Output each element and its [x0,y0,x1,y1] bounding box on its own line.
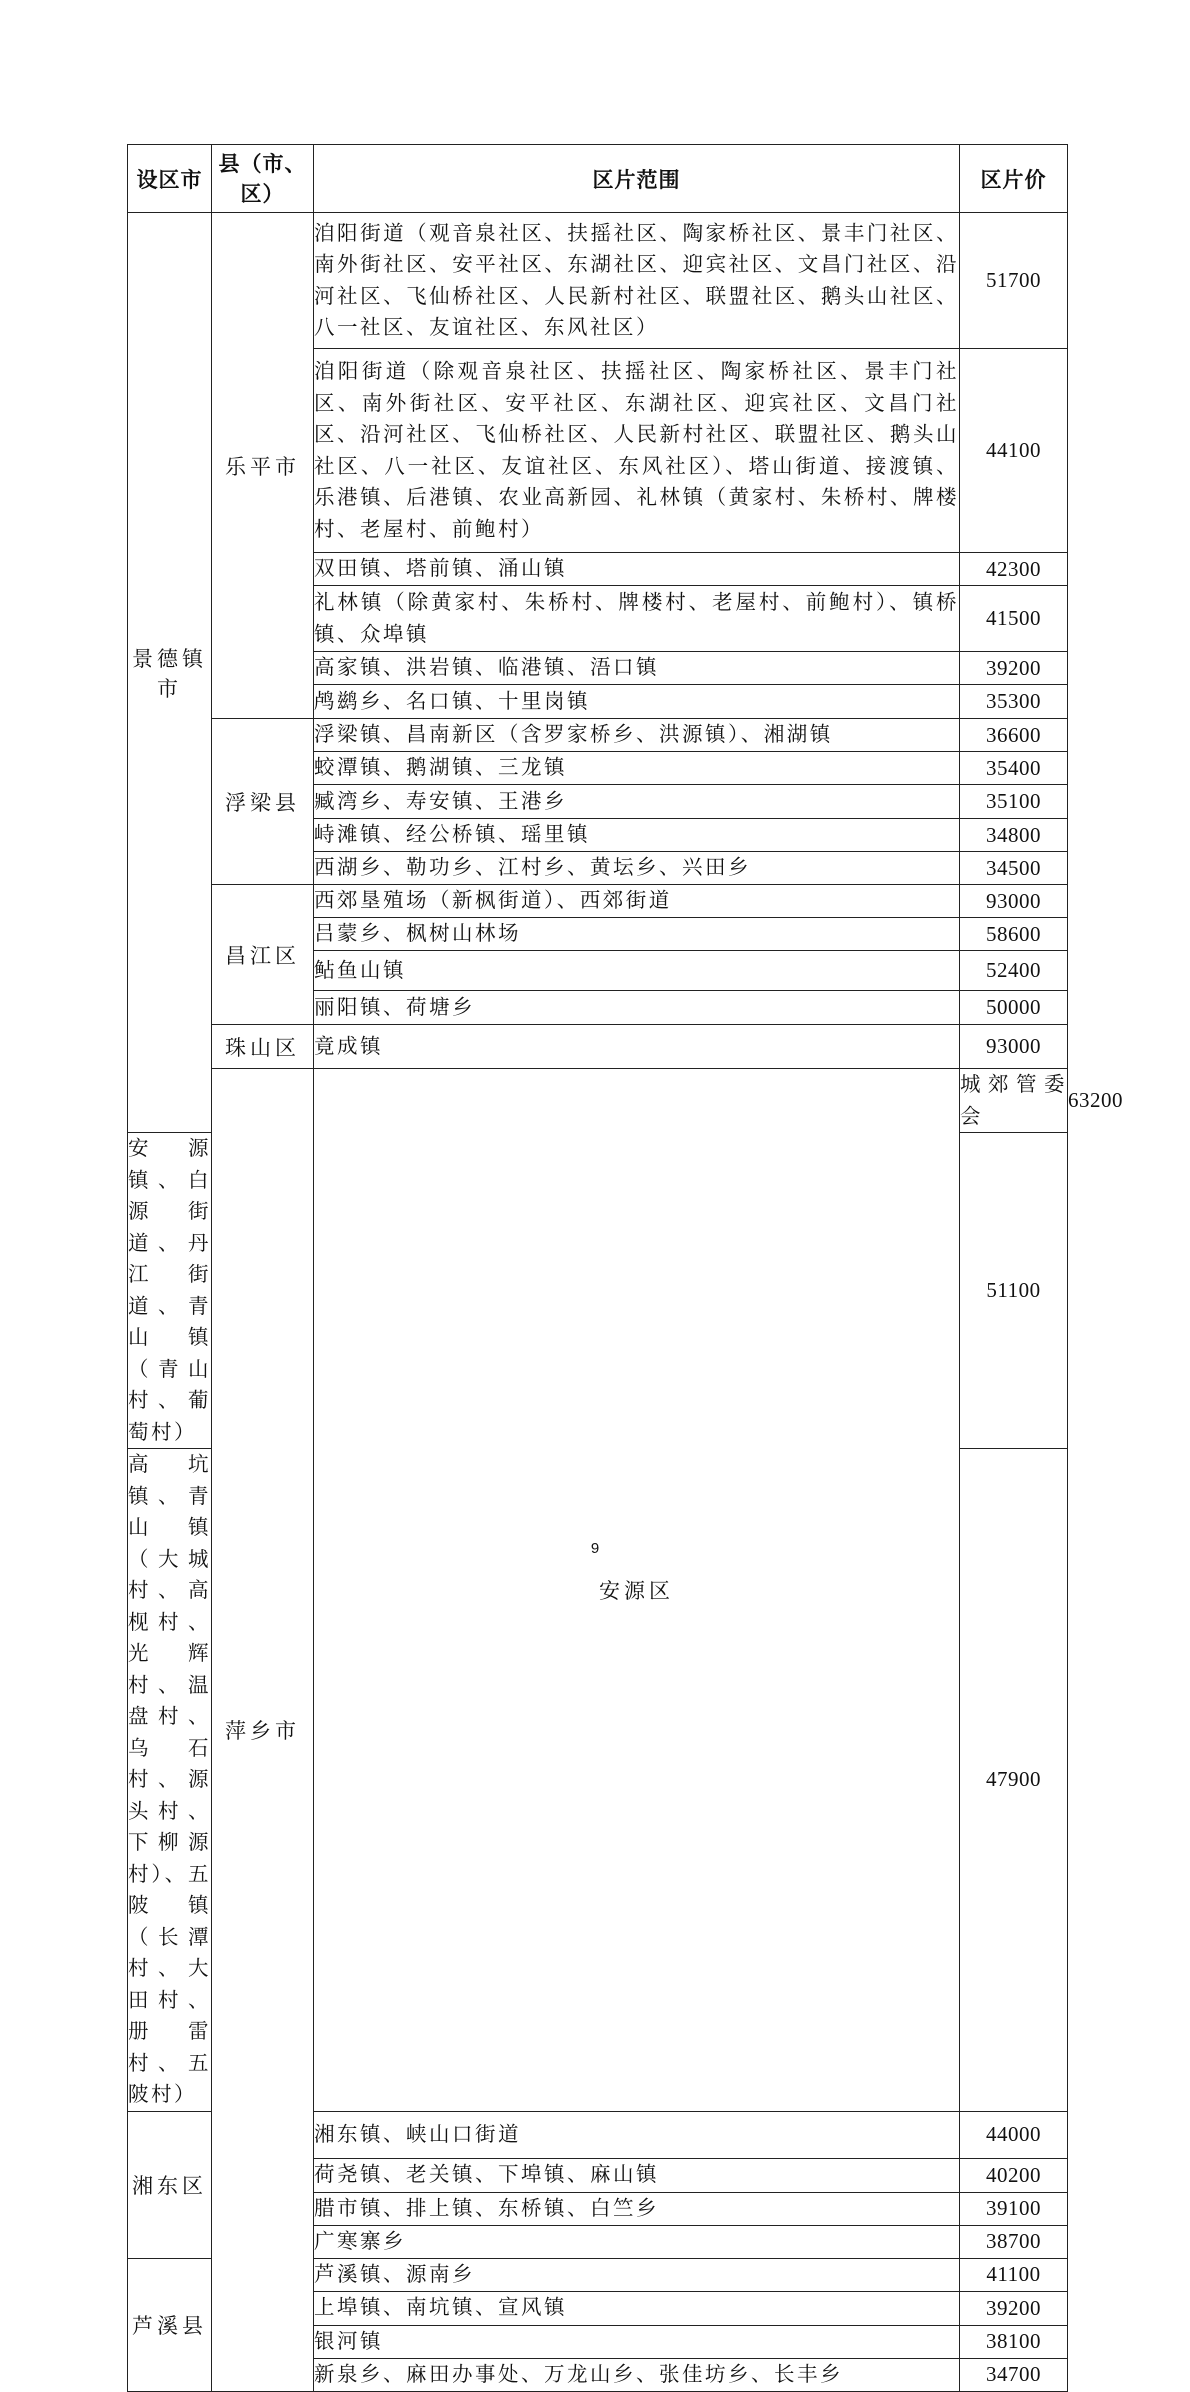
scope-cell: 鲇鱼山镇 [314,951,960,991]
city-cell: 景德镇市 [128,213,212,1133]
scope-cell: 洎阳街道（观音泉社区、扶摇社区、陶家桥社区、景丰门社区、南外街社区、安平社区、东湖社区、迎宾社区、文昌门社区、沿河社区、飞仙桥社区、人民新村社区、联盟社区、鹅头山社区、八一社区、友谊社区、东风社区） [314,213,960,349]
table-row: 萍乡市 安源区 城郊管委会 63200 [128,1069,1068,1133]
scope-cell: 洎阳街道（除观音泉社区、扶摇社区、陶家桥社区、景丰门社区、南外街社区、安平社区、东湖社区、迎宾社区、文昌门社区、沿河社区、飞仙桥社区、人民新村社区、联盟社区、鹅头山社区、八一社区、友谊社区、东风社区）、塔山街道、接渡镇、乐港镇、后港镇、农业高新园、礼林镇（黄家村、朱桥村、牌楼村、老屋村、前鲍村） [314,349,960,553]
scope-cell: 腊市镇、排上镇、东桥镇、白竺乡 [314,2192,960,2225]
price-cell: 93000 [960,885,1068,918]
scope-cell: 银河镇 [314,2325,960,2358]
price-cell: 39200 [960,652,1068,685]
price-cell: 39100 [960,2192,1068,2225]
price-cell: 35100 [960,785,1068,819]
price-cell: 34500 [960,852,1068,885]
price-cell: 44000 [960,2111,1068,2158]
price-cell: 41100 [960,2258,1068,2291]
price-cell: 38700 [960,2225,1068,2258]
county-cell: 浮梁县 [212,719,314,885]
price-cell: 39200 [960,2291,1068,2325]
county-cell: 珠山区 [212,1025,314,1069]
price-cell: 42300 [960,553,1068,586]
scope-cell: 鸬鹚乡、名口镇、十里岗镇 [314,685,960,719]
table-row [128,719,1068,752]
scope-cell: 浮梁镇、昌南新区（含罗家桥乡、洪源镇）、湘湖镇 [314,719,960,752]
header-county [212,145,314,213]
price-cell: 36600 [960,719,1068,752]
price-cell: 40200 [960,2158,1068,2192]
scope-cell: 新泉乡、麻田办事处、万龙山乡、张佳坊乡、长丰乡 [314,2358,960,2391]
scope-cell: 丽阳镇、荷塘乡 [314,991,960,1025]
city-cell: 萍乡市 [212,1069,314,2392]
price-cell: 35400 [960,752,1068,785]
price-cell: 41500 [960,586,1068,652]
price-cell: 51100 [960,1133,1068,1449]
county-cell: 湘东区 [128,2111,212,2258]
header-price: 区片价 [960,145,1068,213]
price-cell: 34800 [960,819,1068,852]
price-cell: 38100 [960,2325,1068,2358]
page-number: 9 [590,1540,600,1557]
header-scope: 区片范围 [314,145,960,213]
scope-cell: 湘东镇、峡山口街道 [314,2111,960,2158]
table-row [128,1025,1068,1069]
table-row [128,885,1068,918]
scope-cell: 高坑镇、青山镇（大城村、高枧村、光辉村、温盘村、乌石村、源头村、下柳源村）、五陂镇（长潭村、大田村、册雷村、五陂村） [128,1449,212,2112]
scope-cell: 高家镇、洪岩镇、临港镇、浯口镇 [314,652,960,685]
scope-cell: 吕蒙乡、枫树山林场 [314,918,960,951]
scope-cell: 西郊垦殖场（新枫街道）、西郊街道 [314,885,960,918]
price-cell: 52400 [960,951,1068,991]
scope-cell: 礼林镇（除黄家村、朱桥村、牌楼村、老屋村、前鲍村）、镇桥镇、众埠镇 [314,586,960,652]
scope-cell: 臧湾乡、寿安镇、王港乡 [314,785,960,819]
price-cell: 34700 [960,2358,1068,2391]
county-cell: 乐平市 [212,213,314,719]
price-cell: 47900 [960,1449,1068,2112]
header-county-line1: 县（市、 [218,150,307,176]
price-cell: 51700 [960,213,1068,349]
header-city: 设区市 [128,145,212,213]
price-cell: 50000 [960,991,1068,1025]
scope-cell: 双田镇、塔前镇、涌山镇 [314,553,960,586]
table-row [128,213,1068,349]
scope-cell: 城郊管委会 [960,1069,1068,1133]
land-price-table [127,144,1123,2392]
scope-cell: 安源镇、白源街道、丹江街道、青山镇（青山村、葡萄村） [128,1133,212,1449]
scope-cell: 荷尧镇、老关镇、下埠镇、麻山镇 [314,2158,960,2192]
header-row [128,145,1068,213]
price-cell: 58600 [960,918,1068,951]
county-cell: 安源区 [314,1069,960,2112]
scope-cell: 蛟潭镇、鹅湖镇、三龙镇 [314,752,960,785]
county-cell: 芦溪县 [128,2258,212,2391]
scope-cell: 上埠镇、南坑镇、宣风镇 [314,2291,960,2325]
price-cell: 35300 [960,685,1068,719]
county-cell: 昌江区 [212,885,314,1025]
price-cell: 44100 [960,349,1068,553]
price-cell: 93000 [960,1025,1068,1069]
header-county-line2: 区） [240,180,285,206]
scope-cell: 芦溪镇、源南乡 [314,2258,960,2291]
scope-cell: 广寒寨乡 [314,2225,960,2258]
scope-cell: 峙滩镇、经公桥镇、瑶里镇 [314,819,960,852]
scope-cell: 西湖乡、勒功乡、江村乡、黄坛乡、兴田乡 [314,852,960,885]
scope-cell: 竟成镇 [314,1025,960,1069]
